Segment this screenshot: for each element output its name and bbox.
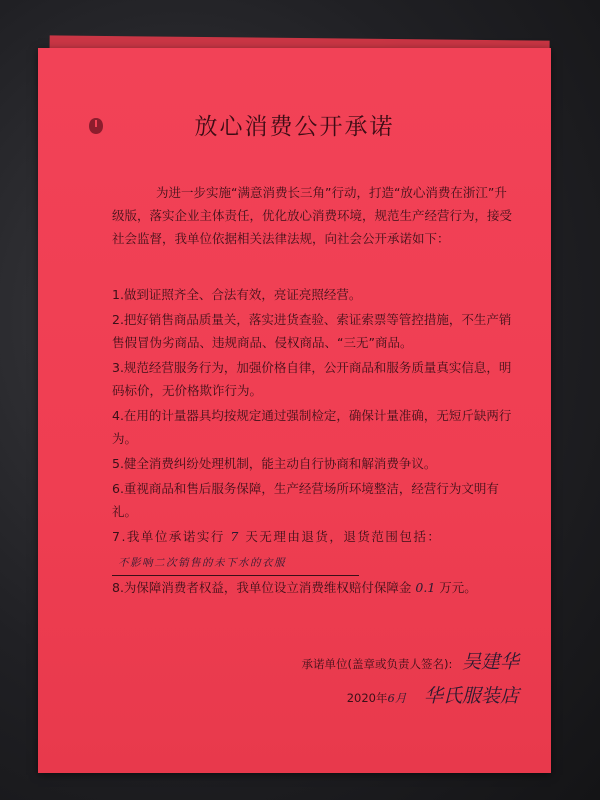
signer-signature: 吴建华 xyxy=(461,651,519,673)
intro-paragraph: 为进一步实施“满意消费长三角”行动，打造“放心消费在浙江”升级版，落实企业主体责任，优化放心消费环境，规范生产经营行为，接受社会监督，我单位依据相关法律法规，向社会公开承诺如下： xyxy=(112,185,513,246)
return-scope-handwritten: 不影响二次销售的未下水的衣服 xyxy=(112,552,359,576)
return-policy-suffix: 天无理由退货，退货范围包括： xyxy=(245,529,442,544)
guarantee-unit: 万元。 xyxy=(439,580,477,595)
commitment-item: 3.规范经营服务行为，加强价格自律，公开商品和服务质量真实信息，明码标价，无价格欺诈行为。 xyxy=(112,360,512,398)
commitment-item: 1.做到证照齐全、合法有效，亮证亮照经营。 xyxy=(112,287,362,302)
date-prefix: 2020年 xyxy=(346,691,388,705)
commitment-item: 2.把好销售商品质量关，落实进货查验、索证索票等管控措施，不生产销售假冒伪劣商品、违规商品、侵权商品、“三无”商品。 xyxy=(112,312,512,350)
return-days-handwritten: 7 xyxy=(230,529,240,544)
commitment-item-guarantee xyxy=(112,576,512,599)
guarantee-amount-handwritten: 0.1 xyxy=(415,580,436,595)
commitment-sheet xyxy=(38,48,551,773)
commitment-item: 5.健全消费纠纷处理机制，能主动自行协商和解消费争议。 xyxy=(112,456,437,471)
commitment-item: 4.在用的计量器具均按规定通过强制检定，确保计量准确，无短斤缺两行为。 xyxy=(112,408,512,446)
commitment-item-return-policy xyxy=(112,525,512,574)
return-policy-prefix: 7.我单位承诺实行 xyxy=(112,529,225,544)
commitment-item: 6.重视商品和售后服务保障，生产经营场所环境整洁，经营行为文明有礼。 xyxy=(112,481,499,519)
guarantee-prefix: 8.为保障消费者权益，我单位设立消费维权赔付保障金 xyxy=(112,580,412,595)
shop-name-handwritten: 华氏服装店 xyxy=(423,685,519,707)
sign-label: 承诺单位(盖章或负责人签名): xyxy=(301,657,453,671)
commitment-list xyxy=(112,283,512,601)
signature-block xyxy=(219,648,519,710)
document-title: 放心消费公开承诺 xyxy=(194,114,395,140)
date-month-handwritten: 6月 xyxy=(387,691,407,705)
